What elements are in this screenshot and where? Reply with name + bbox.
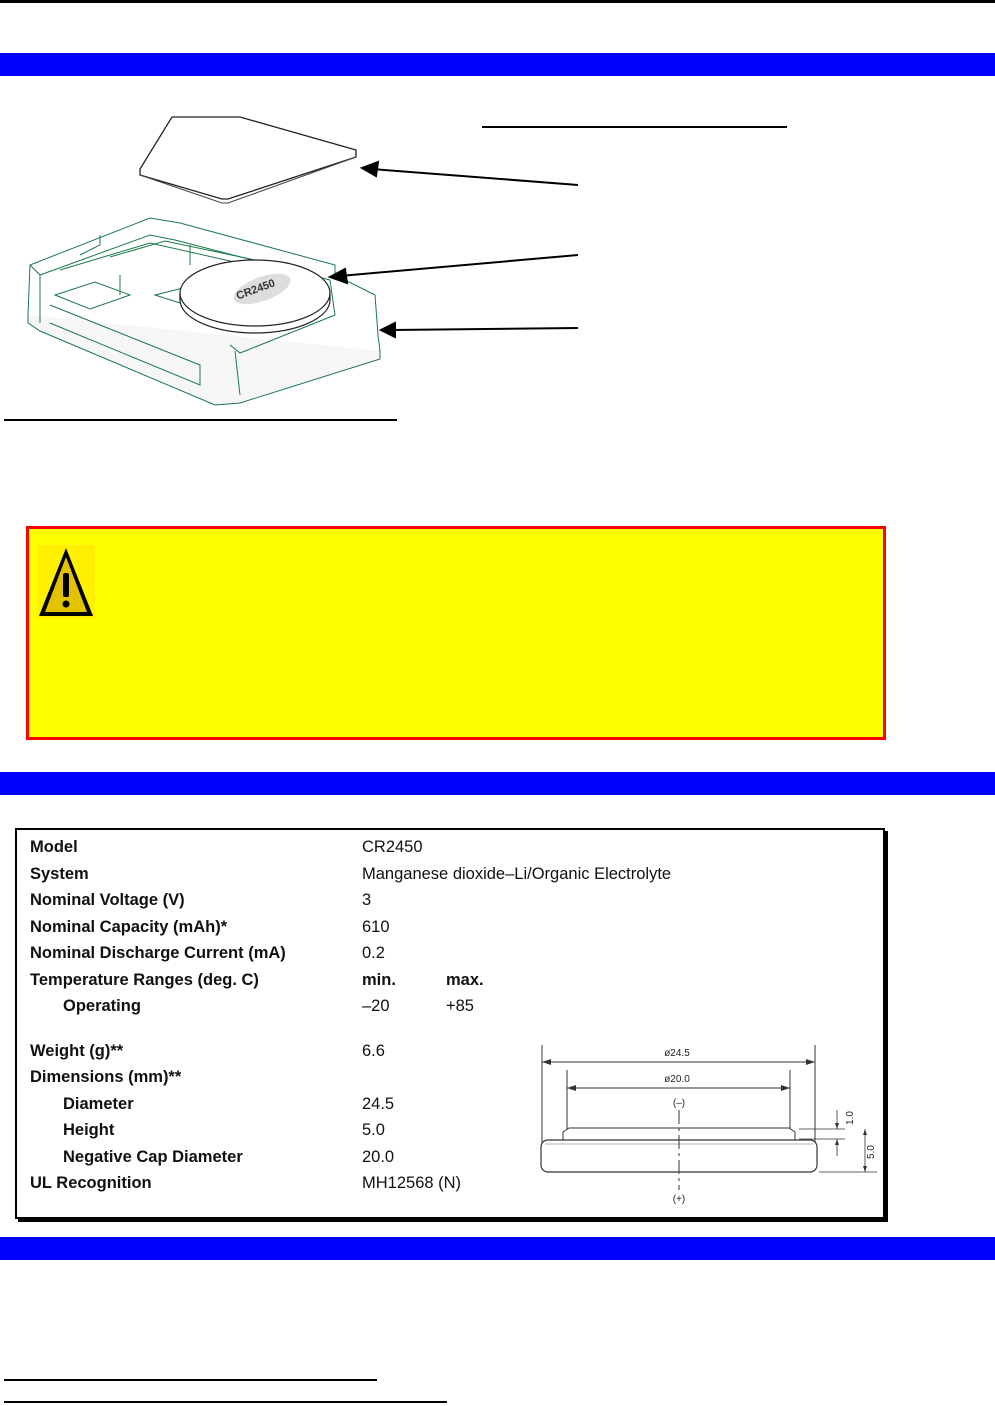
section-header-bar-1 <box>0 53 995 76</box>
spec-label: Model <box>30 838 78 856</box>
spec-value: 610 <box>362 917 390 936</box>
footnote-rule-1 <box>4 1379 377 1381</box>
cap-height-label: 1.0 <box>845 1111 856 1125</box>
spec-label: Dimensions (mm)** <box>30 1068 182 1086</box>
spec-label: Operating <box>63 997 141 1015</box>
spec-label: Negative Cap Diameter <box>63 1147 243 1166</box>
specification-table <box>15 828 885 1219</box>
cover-plate <box>140 117 356 199</box>
dimension-drawing <box>527 1040 877 1215</box>
spec-value: –20 <box>362 997 390 1015</box>
spec-value: 0.2 <box>362 944 385 962</box>
spec-value-secondary: +85 <box>446 997 474 1015</box>
section-header-bar-2 <box>0 772 995 795</box>
spec-label: Nominal Voltage (V) <box>30 891 185 909</box>
coin-cell-marking: CR2450 <box>234 277 277 303</box>
negative-terminal-label: (–) <box>672 1098 686 1109</box>
spec-value: 24.5 <box>362 1094 395 1113</box>
spec-label: UL Recognition <box>30 1174 152 1192</box>
spec-label: Height <box>63 1121 115 1139</box>
positive-terminal-label: (+) <box>672 1194 686 1205</box>
spec-label: Nominal Discharge Current (mA) <box>30 944 286 962</box>
spec-value: 5.0 <box>362 1121 385 1139</box>
page-top-rule <box>0 0 995 3</box>
spec-value: 3 <box>362 891 372 909</box>
spec-value: min. <box>362 970 396 989</box>
spec-label: Nominal Capacity (mAh)* <box>30 917 228 936</box>
total-height-label: 5.0 <box>866 1145 877 1159</box>
outer-diameter-label: ø24.5 <box>664 1048 690 1059</box>
spec-value: 20.0 <box>362 1147 395 1166</box>
spec-value: Manganese dioxide–Li/Organic Electrolyte <box>362 864 672 883</box>
warning-box <box>26 526 886 740</box>
footnote-rule-2 <box>4 1401 447 1403</box>
spec-value-secondary: max. <box>446 970 484 989</box>
spec-label: System <box>30 864 89 883</box>
spec-label: Temperature Ranges (deg. C) <box>30 970 259 989</box>
spec-value: CR2450 <box>362 838 423 856</box>
warning-triangle-icon <box>35 543 97 621</box>
spec-label: Weight (g)** <box>30 1041 124 1060</box>
section-header-bar-3 <box>0 1237 995 1260</box>
battery-holder-figure <box>0 95 995 430</box>
spec-value: 6.6 <box>362 1041 385 1060</box>
coin-cell <box>180 260 330 333</box>
spec-value: MH12568 (N) <box>362 1174 462 1192</box>
spec-label: Diameter <box>63 1094 134 1113</box>
cap-diameter-label: ø20.0 <box>664 1074 690 1085</box>
